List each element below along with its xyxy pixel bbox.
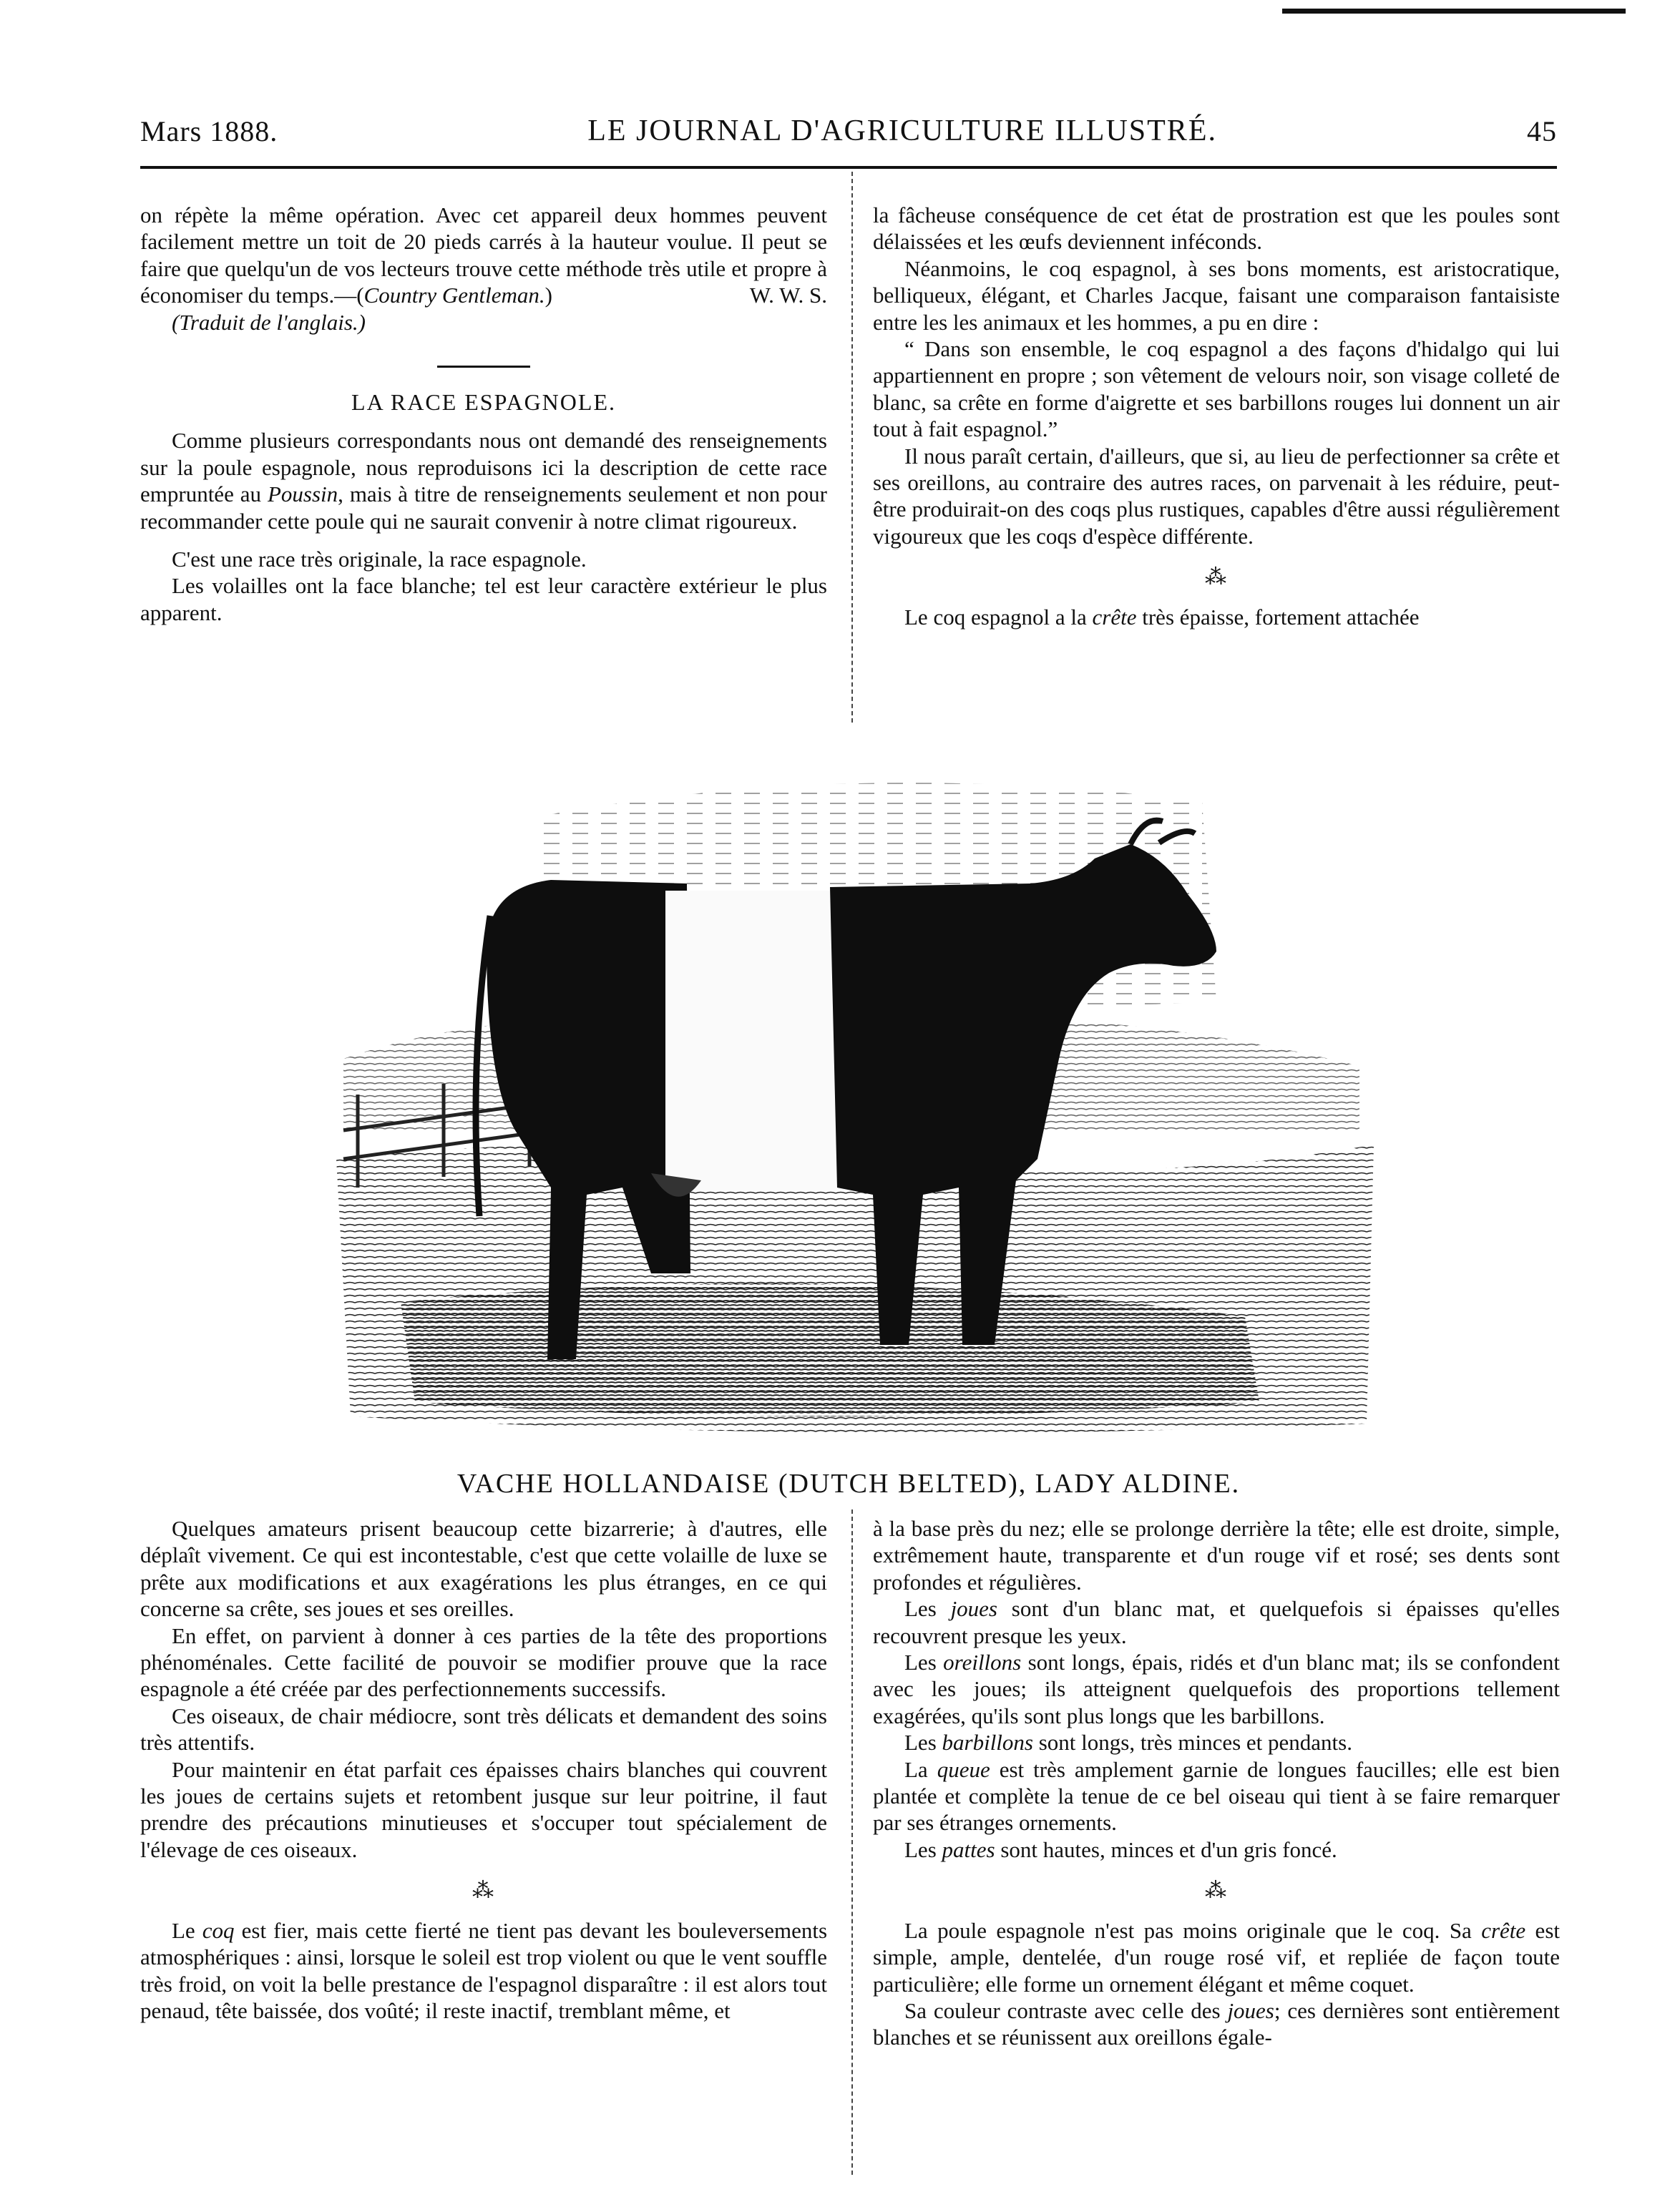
paragraph: la fâcheuse conséquence de cet état de prostration est que les poules sont délaissées et les œufs deviennent inféconds. [873, 202, 1560, 255]
cow-illustration [315, 758, 1388, 1438]
paragraph: on répète la même opération. Avec cet appareil deux hommes peuvent facilement mettre un toit de 20 pieds carrés à la hauteur voulue. Il peut se faire que quelqu'un de vos lecteurs trouve cette méthode très utile et propre à économiser du temps.—(Country Gentleman.) W. W. S. [140, 202, 827, 308]
top-corner-rule [1282, 9, 1626, 14]
illustration-caption: VACHE HOLLANDAISE (DUTCH BELTED), LADY ALDINE. [456, 1469, 1241, 1499]
issue-date: Mars 1888. [140, 114, 278, 147]
paragraph: Il nous paraît certain, d'ailleurs, que si, au lieu de perfectionner sa crête et ses oreillons, au contraire des autres races, on parvenait à les réduire, peut-être produirait-on des coqs plus rustiques, capables d'être aussi régulièrement vigoureux que les coqs d'espèce différente. [873, 443, 1560, 549]
paragraph: Les volailles ont la face blanche; tel est leur caractère extérieur le plus apparent. [140, 573, 827, 625]
paragraph: C'est une race très originale, la race espagnole. [172, 547, 587, 572]
column-divider [851, 172, 853, 723]
paragraph: Les pattes sont hautes, minces et d'un gris foncé. [904, 1836, 1337, 1862]
paragraph: Le coq espagnol a la crête très épaisse, fortement attachée [904, 604, 1420, 630]
ground-shadow [401, 1283, 1259, 1416]
top-left-column [140, 202, 827, 626]
section-heading: LA RACE ESPAGNOLE. [351, 389, 616, 416]
paragraph: Pour maintenir en état parfait ces épaisses chairs blanches qui couvrent les joues de certains sujets et retombent jusque sur leur poitrine, il faut prendre des précautions minutieuses et s'occuper tout spécialement de l'élevage de ces oiseaux. [140, 1756, 827, 1862]
paragraph: Les joues sont d'un blanc mat, et quelquefois si épaisses qu'elles recouvrent presque les yeux. [873, 1596, 1560, 1648]
journal-title: LE JOURNAL D'AGRICULTURE ILLUSTRÉ. [587, 114, 1217, 147]
paragraph: Quelques amateurs prisent beaucoup cette bizarrerie; à d'autres, elle déplaît vivement. Ce qui est incontestable, c'est que cette volaille de luxe se prête aux modifications et aux exagérations les plus étranges, en ce qui concerne sa crête, ses joues et ses oreilles. [140, 1516, 827, 1622]
column-divider [851, 1509, 853, 2175]
paragraph: Sa couleur contraste avec celle des joues; ces dernières sont entièrement blanches et se réunissent aux oreillons égale- [873, 1997, 1560, 2050]
paragraph: La queue est très amplement garnie de longues faucilles; elle est bien plantée et complète la tenue de ce bel oiseau qui tient à se faire remarquer par ses étranges ornements. [873, 1756, 1560, 1836]
paragraph: Comme plusieurs correspondants nous ont demandé des renseignements sur la poule espagnole, nous reproduisons ici la description de cette race empruntée au Poussin, mais à titre de renseignements seulement et non pour recommander cette poule qui ne saurait convenir à notre climat rigoureux. [140, 428, 827, 534]
bottom-right-column [873, 1515, 1560, 2051]
paragraph: Les barbillons sont longs, très minces et pendants. [904, 1730, 1352, 1756]
paragraph: En effet, on parvient à donner à ces parties de la tête des proportions phénoménales. Cette facilité de pouvoir se modifier prouve que la race espagnole a été créée par des perfectionnements successifs. [140, 1623, 827, 1702]
header-rule [140, 166, 1557, 169]
translation-note: (Traduit de l'anglais.) [172, 309, 366, 335]
signature: W. W. S. [749, 283, 827, 308]
quotation: “ Dans son ensemble, le coq espagnol a des façons d'hidalgo qui lui appartiennent en propre ; son vêtement de velours noir, son visage colleté de blanc, sa crête en forme d'aigrette et ses barbillons rouges lui donnent un air tout à fait espagnol.” [873, 336, 1560, 442]
asterism: ⁂ [1205, 1879, 1228, 1903]
paragraph: Néanmoins, le coq espagnol, à ses bons moments, est aristocratique, belliqueux, élégant, et Charles Jacque, faisant une comparaison fantaisiste entre les les animaux et les hommes, a pu en dire : [873, 255, 1560, 335]
section-rule [437, 366, 530, 368]
paragraph: Le coq est fier, mais cette fierté ne tient pas devant les bouleversements atmosphériques : ainsi, lorsque le soleil est trop violent ou que le vent souffle très froid, on voit la belle prestance de l'espagnol disparaître : il est alors tout penaud, tête baissée, dos voûté; il reste inactif, tremblant même, et [140, 1917, 828, 2023]
bottom-left-column [140, 1515, 827, 2024]
paragraph: à la base près du nez; elle se prolonge derrière la tête; elle est droite, simple, extrêmement haute, transparente et d'un rouge vif et rosé; ses dents sont profondes et régulières. [873, 1516, 1560, 1595]
top-right-column [873, 202, 1560, 630]
paragraph: La poule espagnole n'est pas moins originale que le coq. Sa crête est simple, ample, dentelée, d'un rouge rosé vif, et repliée de façon toute particulière; elle forme un ornement élégant et même coquet. [873, 1917, 1560, 1997]
asterism: ⁂ [1205, 565, 1228, 589]
page-number: 45 [1526, 114, 1557, 147]
page-header [140, 106, 1557, 156]
asterism: ⁂ [472, 1879, 495, 1903]
paragraph: Ces oiseaux, de chair médiocre, sont très délicats et demandent des soins très attentifs. [140, 1703, 827, 1756]
paragraph: Les oreillons sont longs, épais, ridés et d'un blanc mat; ils se confondent avec les joues; ils atteignent quelquefois des proportions tellement exagérées, qu'ils sont plus longs que les barbillons. [873, 1650, 1561, 1728]
